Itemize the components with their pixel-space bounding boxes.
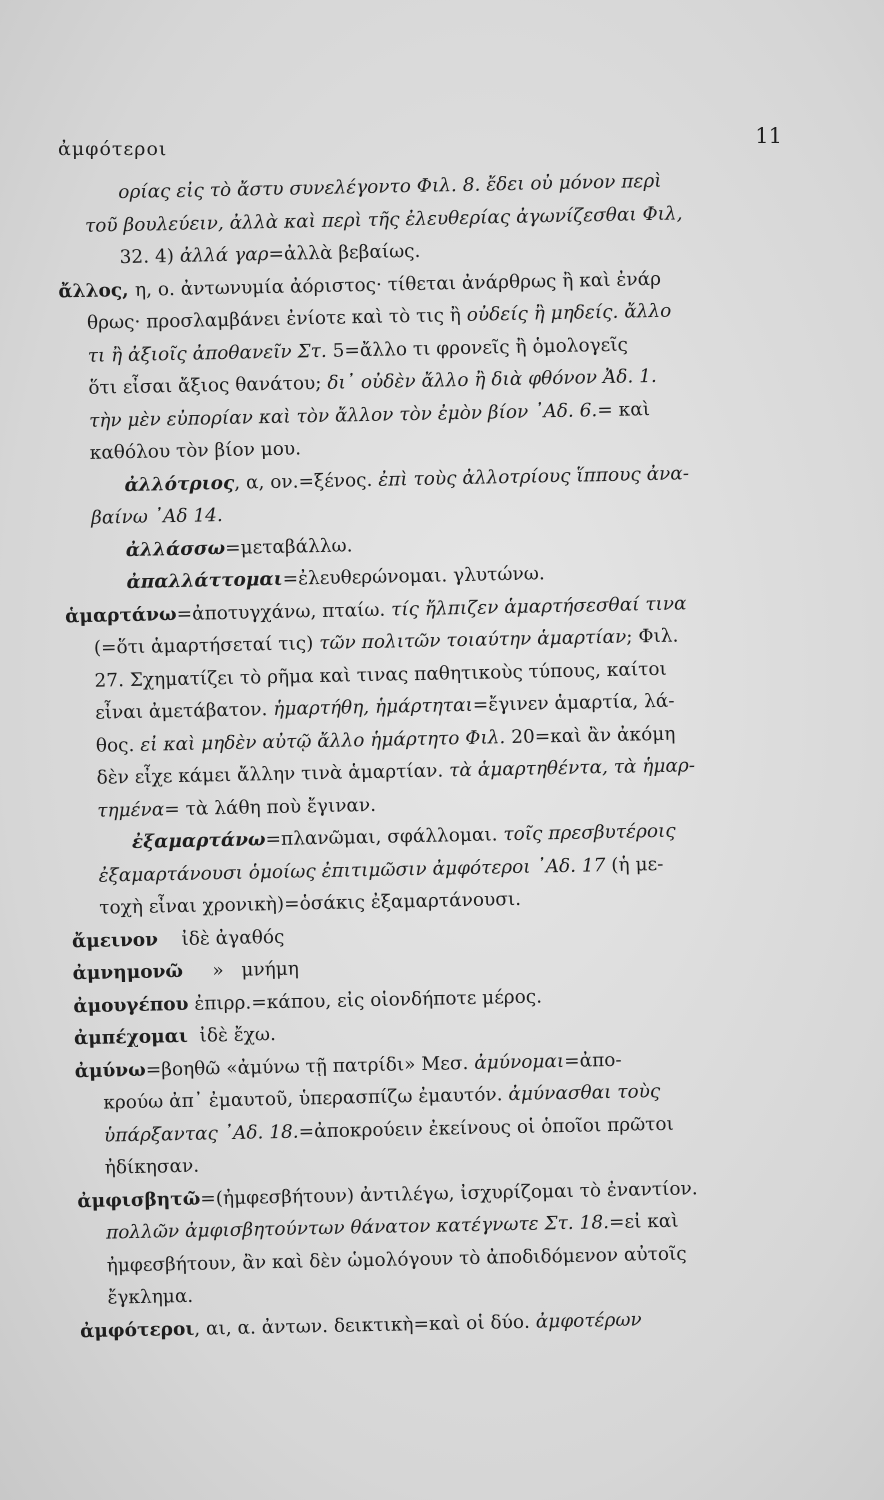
citation-text: ἀμύνασθαι τοὺς (508, 1081, 661, 1106)
definition-text: =εἰ καὶ (608, 1210, 679, 1234)
definition-text: ; Φιλ. (626, 625, 679, 648)
definition-text: 32. 4) (119, 245, 181, 269)
definition-text: θρως· προσλαμβάνει ἐνίοτε καὶ τὸ τις ἢ (86, 304, 468, 334)
citation-text: ἀμύνομαι (474, 1050, 565, 1074)
citation-text: οὐδείς ἢ μηδείς. ἄλλο (466, 300, 672, 326)
headword: ἀμνημονῶ (72, 960, 184, 985)
definition-text: δὲν εἶχε κάμει ἄλλην τινὰ ἁμαρτίαν. (96, 760, 450, 789)
definition-text: 27. Σχηματίζει τὸ ρῆμα καὶ τινας παθητικοὺς τύπους, καίτοι (94, 658, 667, 692)
definition-text: = καὶ (597, 398, 651, 421)
definition-text: καθόλου τὸν βίον μου. (89, 438, 302, 464)
headword: ἀμφισβητῶ (77, 1188, 201, 1212)
definition-text: ἠδίκησαν. (104, 1155, 200, 1179)
headword: ἁμαρτάνω (64, 603, 177, 627)
citation-text: βαίνω ᾿Αδ 14. (90, 505, 224, 529)
definition-text: =ἀλλὰ βεβαίως. (268, 240, 421, 266)
definition-text: =βοηθῶ «ἀμύνω τῇ πατρίδι» Μεσ. (145, 1052, 475, 1081)
definition-text: η, ο. ἀντωνυμία ἀόριστος· τίθεται ἀνάρθρως ἢ καὶ ἐνάρ (134, 268, 662, 301)
headword: ἀμπέχομαι (73, 1025, 189, 1050)
running-head: ἀμφότεροι (58, 138, 168, 160)
page-number: 11 (755, 124, 782, 148)
headword: ἀμφότεροι (79, 1318, 195, 1342)
headword: ἐξαμαρτάνω (131, 829, 266, 854)
citation-text: δι᾿ οὐδὲν ἄλλο ἢ διὰ φθόνον Ἀδ. 1. (327, 365, 657, 394)
citation-text: τὴν μὲν εὐπορίαν καὶ τὸν ἄλλον τὸν ἐμὸν βίον ᾿Αδ. 6. (88, 399, 598, 432)
definition-text: 5=ἄλλο τι φρονεῖς ἢ ὁμολογεῖς (332, 334, 629, 362)
citation-text: ἀλλά γαρ (179, 244, 269, 267)
headword: ἀμύνω (74, 1059, 146, 1082)
definition-text: ὅτι εἶσαι ἄξιος θανάτου; (88, 372, 328, 399)
definition-text: 20=καὶ ἂν ἀκόμη (510, 723, 676, 748)
definition-text: =μεταβάλλω. (224, 534, 353, 559)
citation-text: πολλῶν ἀμφισβητούντων θάνατον κατέγνωτε Στ. 18. (105, 1212, 610, 1244)
headword: ἀλλότριος (124, 472, 235, 496)
definition-text: ἐπιρρ.=κάπου, εἰς οἱονδήποτε μέρος. (188, 985, 543, 1015)
definition-text: , αι, α. ἀντων. δεικτικὴ=καὶ οἱ δύο. (194, 1311, 536, 1340)
headword: ἄμεινον (71, 928, 159, 952)
definition-text: (=ὅτι ἁμαρτήσεταί τις) (93, 633, 320, 659)
definition-text: κρούω ἀπ᾿ ἐμαυτοῦ, ὑπερασπίζω ἐμαυτόν. (103, 1084, 509, 1114)
citation-text: τι ἢ ἀξιοῖς ἀποθανεῖν Στ. (87, 340, 333, 367)
definition-text: =ἔγινεν ἁμαρτία, λά- (472, 690, 675, 716)
definition-text: =ἀποτυγχάνω, πταίω. (176, 599, 392, 625)
definition-text: =πλανῶμαι, σφάλλομαι. (265, 824, 504, 851)
definition-text: ἠμφεσβήτουν, ἂν καὶ δὲν ὡμολόγουν τὸ ἀποδιδόμενον αὐτοῖς (106, 1242, 687, 1277)
definition-text: =ἀπο- (563, 1049, 622, 1072)
definition-text: =ἀποκρούειν ἐκείνους οἱ ὁποῖοι πρῶτοι (298, 1113, 675, 1143)
headword: ἄλλος, (58, 279, 136, 302)
citation-text: τημένα (97, 798, 165, 822)
citation-text: ἐπὶ τοὺς ἀλλοτρίους ἵππους ἀνα- (378, 462, 690, 491)
definition-text: (ἡ με- (605, 853, 664, 876)
definition-text: θος. (95, 734, 141, 757)
definition-text: ἰδὲ ἀγαθός (157, 926, 285, 950)
headword: ἀπαλλάττομαι (126, 568, 283, 594)
citation-text: ὑπάρξαντας ᾿Αδ. 18. (103, 1121, 299, 1147)
definition-text: εἶναι ἀμετάβατον. (94, 699, 274, 724)
citation-text: τοῦ βουλεύειν, ἀλλὰ καὶ περὶ τῆς ἐλευθερίας ἀγωνίζεσθαι Φιλ, (84, 202, 683, 237)
citation-text: τὰ ἁμαρτηθέντα, τὰ ἡμαρ- (448, 755, 696, 782)
definition-text: =ἐλευθερώνομαι. γλυτώνω. (282, 563, 545, 590)
citation-text: εἰ καὶ μηδὲν αὐτῷ ἄλλο ἡμάρτητο Φιλ. (140, 726, 512, 756)
citation-text: τοῖς πρεσβυτέροις (503, 820, 676, 846)
definition-text: τοχὴ εἶναι χρονικὴ)=ὁσάκις ἐξαμαρτάνουσι. (99, 888, 522, 919)
dictionary-body (58, 163, 802, 1347)
definition-text: =(ἠμφεσβήτουν) ἀντιλέγω, ἰσχυρίζομαι τὸ ἐναντίον. (200, 1177, 698, 1210)
citation-text: ἀμφοτέρων (535, 1308, 642, 1333)
definition-text: ἔγκλημα. (107, 1285, 194, 1309)
citation-text: τῶν πολιτῶν τοιαύτην ἁμαρτίαν (319, 626, 627, 655)
citation-text: τίς ἤλπιζεν ἁμαρτήσεσθαί τινα (390, 592, 687, 621)
definition-text: ἰδὲ ἔχω. (187, 1024, 277, 1047)
definition-text: = τὰ λάθη ποὺ ἔγιναν. (164, 794, 377, 820)
headword: ἀλλάσσω (125, 537, 226, 561)
headword: ἀμουγέπου (73, 993, 189, 1017)
definition-text: » μνήμη (182, 958, 300, 982)
citation-text: ορίας εἰς τὸ ἄστυ συνελέγοντο Φιλ. 8. ἔδει οὐ μόνον περὶ (118, 170, 662, 204)
citation-text: ἡμαρτήθη, ἡμάρτηται (273, 694, 474, 721)
definition-text: , α, ον.=ξένος. (234, 469, 379, 494)
citation-text: ἐξαμαρτάνουσι ὁμοίως ἐπιτιμῶσιν ἀμφότεροι ᾿Αδ. 17 (98, 854, 606, 887)
